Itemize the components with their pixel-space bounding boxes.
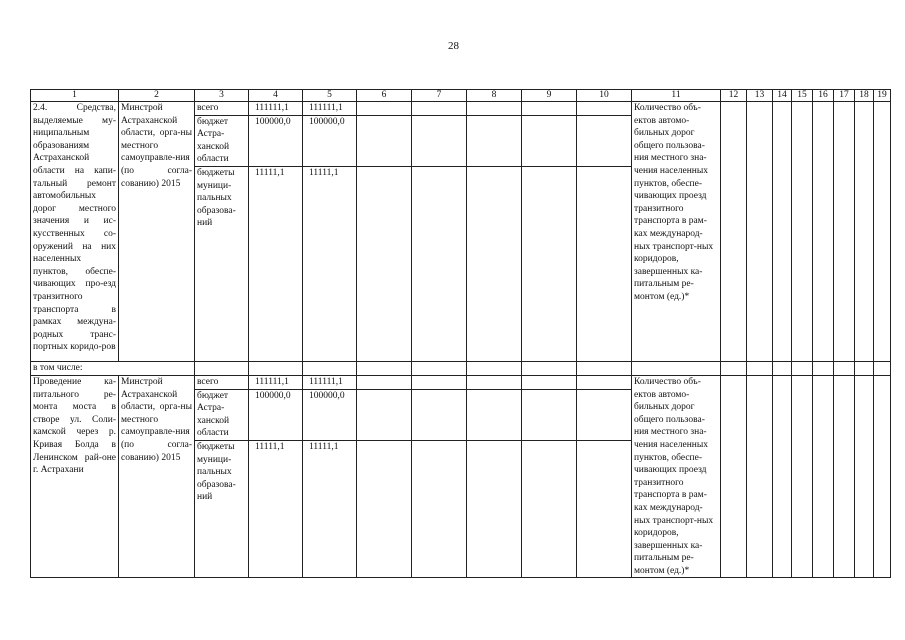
empty-cell (357, 375, 412, 389)
header-cell: 19 (874, 90, 891, 102)
empty-cell (721, 375, 747, 578)
empty-cell (467, 375, 522, 389)
header-cell: 4 (249, 90, 303, 102)
source-municipal-col5: 11111,1 (303, 441, 357, 578)
empty-cell (467, 441, 522, 578)
source-total-label: всего (195, 102, 249, 116)
source-municipal-label: бюджеты муници-пальных образова-ний (195, 441, 249, 578)
program-table (30, 89, 891, 578)
empty-cell (303, 361, 357, 375)
empty-cell (855, 361, 874, 375)
source-regional-col4: 100000,0 (249, 389, 303, 441)
empty-cell (577, 102, 632, 116)
header-cell: 5 (303, 90, 357, 102)
empty-cell (773, 375, 792, 578)
empty-cell (874, 361, 891, 375)
empty-cell (522, 102, 577, 116)
source-municipal-col5: 11111,1 (303, 166, 357, 361)
empty-cell (357, 166, 412, 361)
bridge-name: Проведение ка-питального ре-монта моста в створе ул. Соли-камской через р. Кривая Болда в Ленинском рай-оне г. Астрахани (31, 375, 119, 578)
empty-cell (834, 102, 855, 362)
empty-cell (874, 102, 891, 362)
empty-cell (412, 375, 467, 389)
header-cell: 14 (773, 90, 792, 102)
header-cell: 17 (834, 90, 855, 102)
empty-cell (813, 361, 834, 375)
header-cell: 8 (467, 90, 522, 102)
data-row-bridge (31, 375, 891, 389)
empty-cell (412, 166, 467, 361)
empty-cell (467, 361, 522, 375)
subtotal-row (31, 361, 891, 375)
empty-cell (834, 375, 855, 578)
page-number: 28 (448, 40, 459, 52)
source-total-col4: 111111,1 (249, 375, 303, 389)
empty-cell (357, 115, 412, 166)
data-row-measure (31, 102, 891, 116)
empty-cell (522, 389, 577, 441)
header-cell: 1 (31, 90, 119, 102)
empty-cell (792, 102, 813, 362)
measure-name: 2.4. Средства, выделяемые му-ниципальным образованиям Астраханской области на капи-тальный ремонт автомобильных дорог местного значения и ис-кусственных со-оружений на них населенных пунктов, обеспе-чивающих про-езд транзитного транспорта в рамках междуна-родных транс-портных коридо-ров (31, 102, 119, 362)
header-cell: 9 (522, 90, 577, 102)
empty-cell (467, 102, 522, 116)
header-cell: 16 (813, 90, 834, 102)
empty-cell (813, 102, 834, 362)
empty-cell (747, 361, 773, 375)
empty-cell (577, 389, 632, 441)
empty-cell (577, 166, 632, 361)
empty-cell (834, 361, 855, 375)
empty-cell (855, 375, 874, 578)
source-municipal-col4: 11111,1 (249, 441, 303, 578)
header-cell: 13 (747, 90, 773, 102)
empty-cell (412, 102, 467, 116)
empty-cell (357, 361, 412, 375)
empty-cell (813, 375, 834, 578)
source-municipal-col4: 11111,1 (249, 166, 303, 361)
empty-cell (467, 115, 522, 166)
source-regional-label: бюджет Астра-ханской области (195, 389, 249, 441)
source-total-col5: 111111,1 (303, 102, 357, 116)
empty-cell (747, 375, 773, 578)
indicator-text: Количество объ-ектов автомо-бильных дорог общего пользова-ния местного зна-чения населенных пунктов, обеспе-чивающих проезд транзитного транспорта в рам-ках международ-ных транспорт-ных коридоров, завершенных ка-питальным ре-монтом (ед.)* (632, 102, 721, 362)
empty-cell (195, 361, 249, 375)
empty-cell (522, 166, 577, 361)
header-cell: 6 (357, 90, 412, 102)
empty-cell (357, 102, 412, 116)
header-cell: 11 (632, 90, 721, 102)
empty-cell (412, 389, 467, 441)
source-regional-label: бюджет Астра-ханской области (195, 115, 249, 166)
empty-cell (773, 102, 792, 362)
header-cell: 12 (721, 90, 747, 102)
header-cell: 15 (792, 90, 813, 102)
measure-executor: Минстрой Астраханской области, орга-ны местного самоуправле-ния (по согла-сованию) 2015 (119, 102, 195, 362)
empty-cell (577, 375, 632, 389)
source-total-col5: 111111,1 (303, 375, 357, 389)
indicator-text: Количество объ-ектов автомо-бильных дорог общего пользова-ния местного зна-чения населенных пунктов, обеспе-чивающих проезд транзитного транспорта в рам-ках международ-ных транспорт-ных коридоров, завершенных ка-питальным ре-монтом (ед.)* (632, 375, 721, 578)
empty-cell (249, 361, 303, 375)
empty-cell (357, 389, 412, 441)
empty-cell (412, 115, 467, 166)
source-total-col4: 111111,1 (249, 102, 303, 116)
empty-cell (412, 361, 467, 375)
source-regional-col5: 100000,0 (303, 389, 357, 441)
empty-cell (792, 375, 813, 578)
empty-cell (721, 102, 747, 362)
source-regional-col4: 100000,0 (249, 115, 303, 166)
empty-cell (522, 375, 577, 389)
empty-cell (792, 361, 813, 375)
header-cell: 2 (119, 90, 195, 102)
empty-cell (577, 361, 632, 375)
subtotal-label: в том числе: (31, 361, 195, 375)
empty-cell (721, 361, 747, 375)
empty-cell (467, 389, 522, 441)
empty-cell (632, 361, 721, 375)
source-total-label: всего (195, 375, 249, 389)
source-municipal-label: бюджеты муници-пальных образова-ний (195, 166, 249, 361)
empty-cell (874, 375, 891, 578)
empty-cell (747, 102, 773, 362)
empty-cell (773, 361, 792, 375)
header-cell: 7 (412, 90, 467, 102)
header-cell: 18 (855, 90, 874, 102)
empty-cell (357, 441, 412, 578)
header-cell: 3 (195, 90, 249, 102)
header-cell: 10 (577, 90, 632, 102)
empty-cell (412, 441, 467, 578)
empty-cell (577, 441, 632, 578)
empty-cell (467, 166, 522, 361)
header-row (31, 90, 891, 102)
empty-cell (522, 361, 577, 375)
empty-cell (855, 102, 874, 362)
empty-cell (522, 115, 577, 166)
empty-cell (577, 115, 632, 166)
source-regional-col5: 100000,0 (303, 115, 357, 166)
empty-cell (522, 441, 577, 578)
bridge-executor: Минстрой Астраханской области, орга-ны местного самоуправле-ния (по согла-сованию) 2015 (119, 375, 195, 578)
